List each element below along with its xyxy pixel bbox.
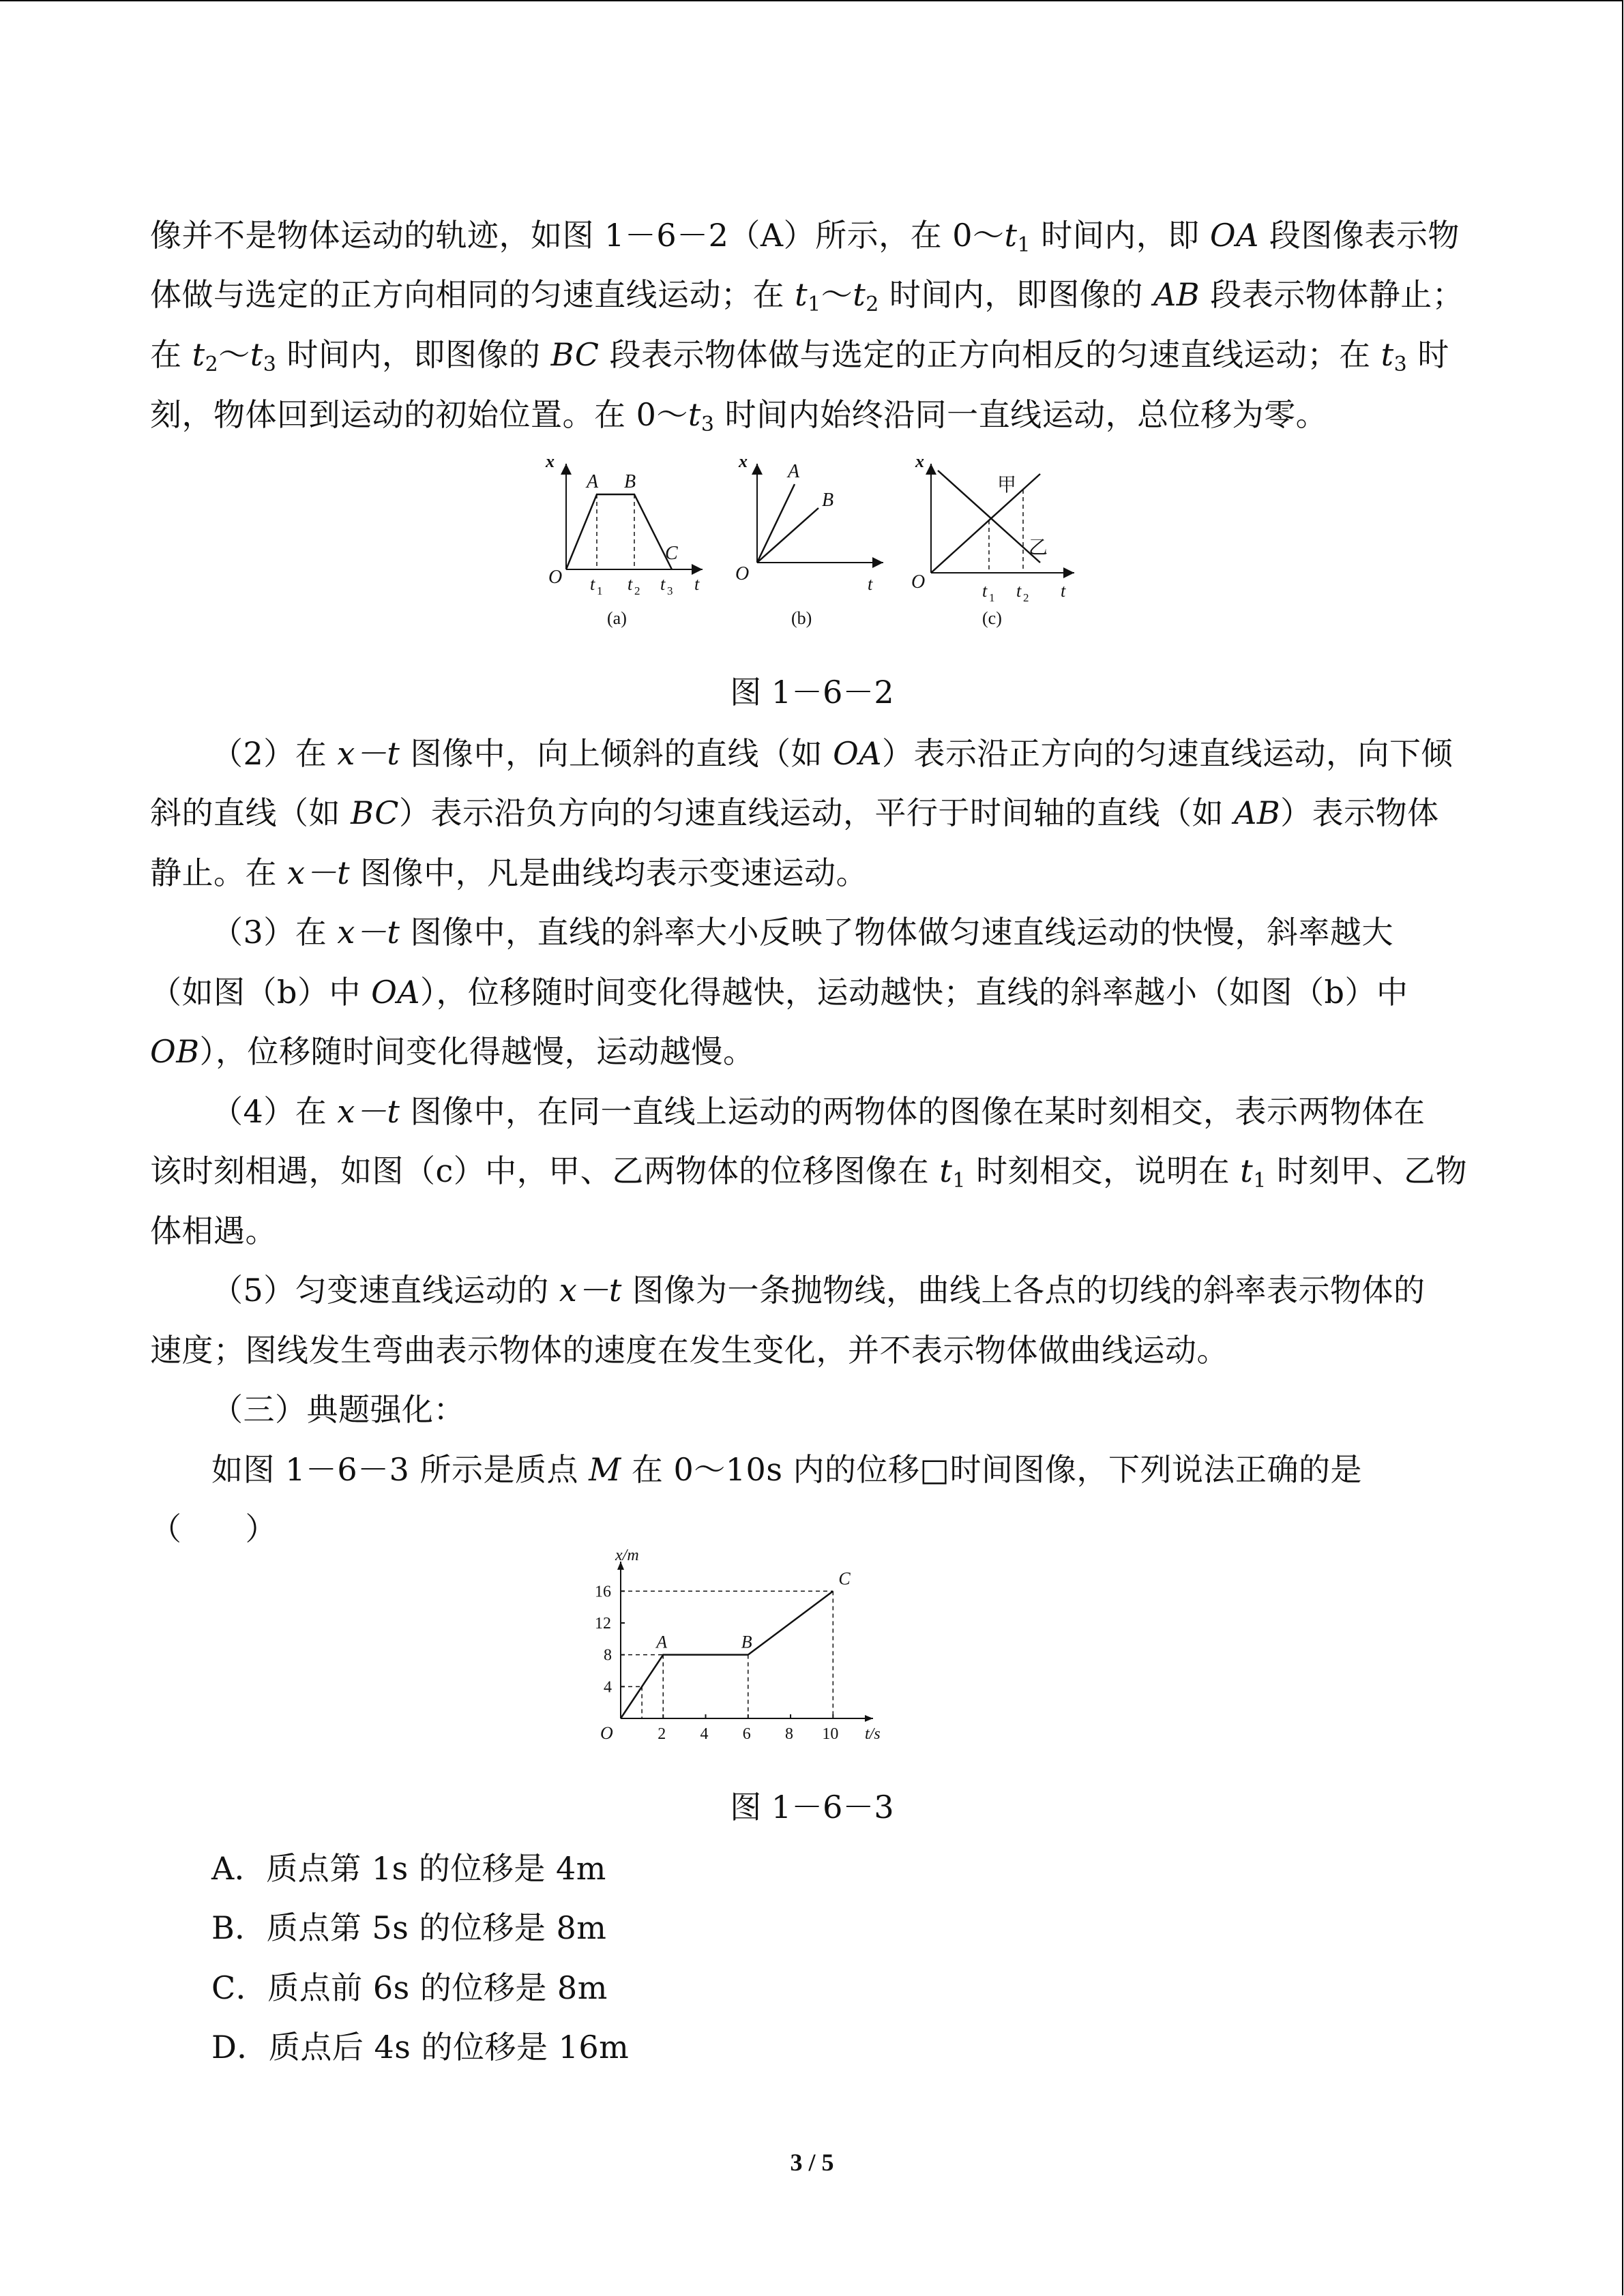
y-tick-label: 8 (604, 1646, 612, 1665)
x-tick-label: 8 (785, 1725, 794, 1743)
svg-text:2: 2 (634, 584, 640, 597)
svg-text:(b): (b) (791, 608, 812, 628)
svg-text:O: O (735, 563, 750, 584)
svg-text:乙: 乙 (1029, 537, 1048, 558)
svg-text:C: C (665, 543, 678, 564)
svg-text:(c): (c) (982, 608, 1002, 628)
paragraph-line: （4）在 x－t 图像中，在同一直线上运动的两物体的图像在某时刻相交，表示两物体在 (211, 1093, 1426, 1130)
x-tick-label: 6 (742, 1725, 751, 1743)
svg-text:x: x (915, 451, 924, 471)
panel-b (735, 451, 883, 628)
svg-text:1: 1 (989, 591, 995, 604)
svg-text:1: 1 (597, 584, 603, 597)
paragraph-line: OB），位移随时间变化得越慢，运动越慢。 (150, 1033, 755, 1070)
paragraph-line: （2）在 x－t 图像中，向上倾斜的直线（如 OA）表示沿正方向的匀速直线运动，向下倾 (211, 735, 1453, 772)
paragraph-line: （3）在 x－t 图像中，直线的斜率大小反映了物体做匀速直线运动的快慢，斜率越大 (211, 914, 1393, 951)
svg-text:t: t (628, 574, 633, 594)
paragraph-line: （如图（b）中 OA），位移随时间变化得越快，运动越快；直线的斜率越小（如图（b）中 (150, 974, 1408, 1011)
y-tick-label: 12 (595, 1615, 611, 1632)
figure-caption: 图 1－6－2 (730, 674, 894, 711)
origin-label: O (600, 1723, 613, 1743)
point-label: C (838, 1568, 851, 1589)
paragraph-line: 斜的直线（如 BC）表示沿负方向的匀速直线运动，平行于时间轴的直线（如 AB）表示物体 (150, 794, 1439, 831)
svg-text:x: x (739, 451, 748, 471)
y-tick-label: 16 (595, 1583, 611, 1601)
section-heading: （三）典题强化： (211, 1391, 465, 1428)
svg-text:x: x (546, 451, 555, 471)
svg-text:t: t (590, 574, 595, 594)
svg-text:B: B (822, 490, 834, 511)
paragraph-line: 体相遇。 (150, 1212, 277, 1249)
svg-text:t: t (1061, 581, 1066, 601)
answer-blank: （ ） (150, 1510, 277, 1547)
paragraph-line: 刻，物体回到运动的初始位置。在 $0\sim t_3$ 时间内始终沿同一直线运动，总位移为零。 (150, 396, 1328, 436)
paragraph-line: 静止。在 x－t 图像中，凡是曲线均表示变速运动。 (150, 854, 868, 891)
svg-text:t: t (694, 574, 700, 594)
svg-text:B: B (624, 471, 636, 492)
figure-1-6-2 (532, 450, 1091, 634)
svg-text:(a): (a) (607, 608, 627, 628)
svg-text:t: t (868, 574, 873, 594)
option-b: B．质点第 5s 的位移是 8m (211, 1909, 607, 1946)
svg-text:3: 3 (667, 584, 673, 597)
x-axis-label: t/s (865, 1725, 881, 1743)
panel-c (911, 451, 1074, 628)
point-label: A (656, 1632, 668, 1652)
paragraph-line: 体做与选定的正方向相同的匀速直线运动；在 $t_1\sim t_2$ 时间内，即图像的 AB 段表示物体静止； (150, 276, 1464, 316)
paragraph-line: 该时刻相遇，如图（c）中，甲、乙两物体的位移图像在 $t_1$ 时刻相交，说明在 $t_1$ 时刻甲、乙物 (150, 1152, 1467, 1193)
panel-a (545, 451, 703, 628)
svg-text:A: A (788, 461, 800, 482)
svg-text:t: t (1016, 581, 1022, 601)
x-tick-label: 4 (700, 1725, 709, 1743)
svg-text:A: A (587, 471, 599, 492)
option-d: D．质点后 4s 的位移是 16m (211, 2029, 630, 2066)
svg-text:t: t (660, 574, 666, 594)
option-a: A．质点第 1s 的位移是 4m (211, 1850, 606, 1887)
x-axis-arrow (865, 1715, 873, 1722)
svg-text:甲: 甲 (997, 475, 1017, 496)
question-line: 如图 1－6－3 所示是质点 M 在 0～10s 内的位移□时间图像，下列说法正确的是 (211, 1451, 1363, 1488)
paragraph-line: 速度；图线发生弯曲表示物体的速度在发生变化，并不表示物体做曲线运动。 (150, 1332, 1228, 1369)
figure-1-6-3-chart (593, 1547, 1030, 1759)
svg-text:t: t (982, 581, 988, 601)
paragraph-line: 在 $t_2\sim t_3$ 时间内，即图像的 BC 段表示物体做与选定的正方向相反的匀速直线运动；在 $t_3$ 时 (150, 336, 1449, 376)
paragraph-line: （5）匀变速直线运动的 x－t 图像为一条抛物线，曲线上各点的切线的斜率表示物体的 (211, 1272, 1426, 1309)
paragraph-line: 像并不是物体运动的轨迹，如图 1－6－2（A）所示，在 $0\sim t_1$ 时间内，即 OA 段图像表示物 (150, 217, 1460, 257)
y-tick-label: 4 (604, 1678, 612, 1697)
option-c: C．质点前 6s 的位移是 8m (211, 1969, 608, 2006)
point-label: B (741, 1632, 752, 1652)
figure-caption: 图 1－6－3 (730, 1789, 894, 1825)
svg-text:O: O (548, 567, 563, 588)
x-tick-label: 2 (658, 1725, 666, 1743)
page-number: 3 / 5 (790, 2149, 834, 2176)
svg-text:2: 2 (1023, 591, 1029, 604)
y-axis-label: x/m (615, 1547, 639, 1564)
x-tick-label: 10 (822, 1725, 839, 1743)
svg-text:O: O (911, 571, 926, 593)
